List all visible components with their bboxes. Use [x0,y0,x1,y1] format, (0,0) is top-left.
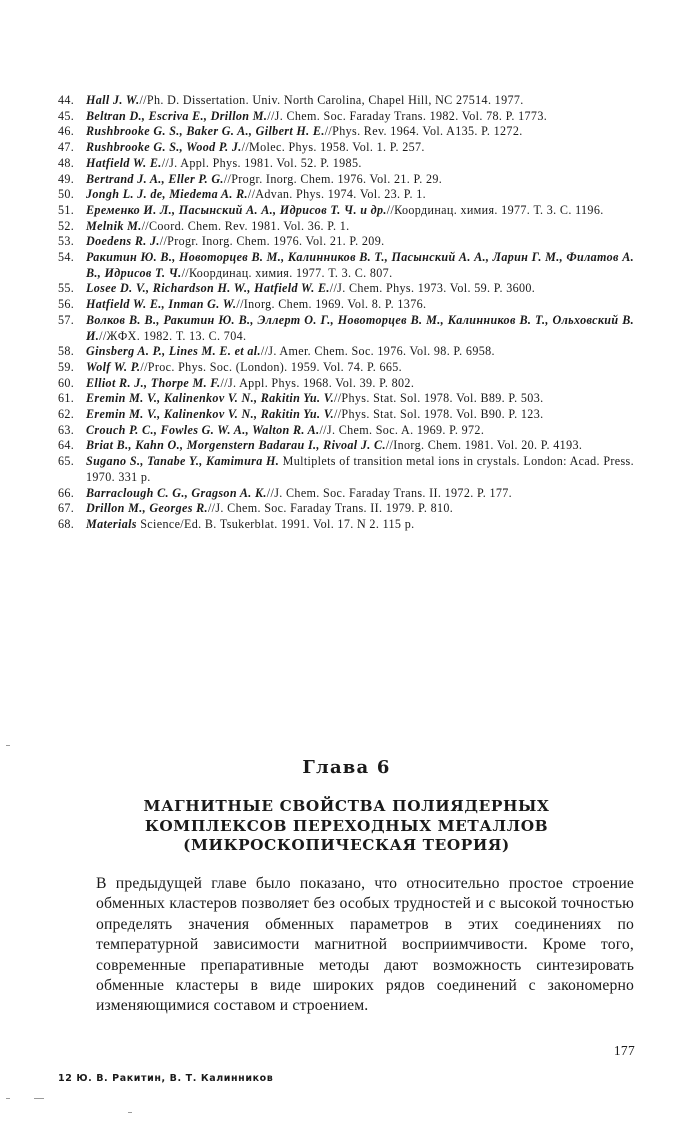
reference-source: //Phys. Rev. 1964. Vol. A135. P. 1272. [324,124,523,139]
reference-authors: Melnik M. [86,218,142,233]
reference-authors: Волков В. В., Ракитин Ю. В., Эллерт О. Г., Новоторцев В. М., Калинников В. Т., Ольховский В. И. [86,312,634,343]
reference-text [86,250,634,281]
reference-text [86,423,634,439]
reference-item [58,438,634,454]
reference-item [58,124,634,140]
reference-authors: Briat B., Kahn O., Morgenstern Badarau I., Rivoal J. C. [86,438,386,453]
reference-text [86,313,634,344]
reference-source: //Inorg. Chem. 1969. Vol. 8. P. 1376. [236,297,427,312]
reference-number: 50. [58,187,75,202]
reference-source: //J. Chem. Soc. A. 1969. P. 972. [319,422,485,437]
reference-text [86,219,634,235]
reference-item [58,156,634,172]
reference-source: //J. Chem. Soc. Faraday Trans. II. 1972. P. 177. [266,485,513,500]
reference-list [58,93,634,533]
reference-item [58,297,634,313]
reference-number: 61. [58,391,75,406]
reference-source: //Progr. Inorg. Chem. 1976. Vol. 21. P. 29. [223,171,443,186]
reference-text [86,438,634,454]
body-paragraph [58,874,634,1017]
reference-authors: Ракитин Ю. В., Новоторцев В. М., Калинников В. Т., Пасынский А. А., Ларин Г. М., Филатов А. В., Идрисов Т. Ч. [86,250,634,280]
reference-authors: Hall J. W. [86,93,140,107]
reference-item [58,234,634,250]
reference-text [86,376,634,392]
reference-authors: Crouch P. C., Fowles G. W. A., Walton R. A. [86,422,320,437]
chapter-title-line: (МИКРОСКОПИЧЕСКАЯ ТЕОРИЯ) [183,836,510,854]
reference-authors: Beltran D., Escriva E., Drillon M. [86,108,268,123]
reference-text [86,407,634,423]
chapter-number: Глава 6 [302,757,391,778]
reference-authors: Sugano S., Tanabe Y., Kamimura H. [86,454,280,469]
reference-number: 58. [58,344,75,359]
reference-item [58,501,634,517]
reference-source: //J. Appl. Phys. 1968. Vol. 39. P. 802. [220,375,415,390]
reference-number: 67. [58,501,75,516]
page-number: 177 [613,1043,635,1058]
reference-source: //Phys. Stat. Sol. 1978. Vol. B89. P. 503. [333,391,544,406]
body-paragraph-text: В предыдущей главе было показано, что относительно простое строение обменных кластеров позволяет без особых трудностей и с высокой точностью определять значения обменных параметров в этих соединениях по температурной зависимости магнитной восприимчивости. Кроме того, современные препаративные методы дают возможность синтезировать обменные кластеры в виде широких рядов соединений с закономерно изменяющимися составом и строением. [96,875,634,1015]
reference-item [58,93,634,109]
reference-number: 51. [58,202,75,217]
reference-text [86,517,634,533]
reference-number: 65. [58,454,75,469]
reference-number: 49. [58,171,75,186]
chapter-title-line: КОМПЛЕКСОВ ПЕРЕХОДНЫХ МЕТАЛЛОВ [144,816,549,835]
reference-authors: Еременко И. Л., Пасынский А. А., Идрисов Т. Ч. и др. [86,202,387,217]
reference-number: 59. [58,359,75,374]
reference-number: 44. [58,93,75,107]
reference-item [58,109,634,125]
reference-text [86,281,634,297]
reference-source: //Координац. химия. 1977. Т. 3. С. 1196. [386,202,604,217]
scan-mark [34,1098,44,1099]
reference-source: //Phys. Stat. Sol. 1978. Vol. B90. P. 123. [333,407,544,422]
reference-number: 66. [58,485,75,500]
reference-item [58,423,634,439]
reference-item [58,376,634,392]
reference-text [86,172,634,188]
reference-text [86,140,634,156]
reference-number: 56. [58,297,75,312]
reference-item [58,219,634,235]
reference-item [58,140,634,156]
reference-text [86,156,634,172]
reference-authors: Bertrand J. A., Eller P. G. [86,171,224,186]
reference-number: 62. [58,407,75,422]
reference-authors: Doedens R. J. [86,234,160,249]
reference-source: Multiplets of transition metal ions in crystals. London: Acad. Press. 1970. 331 p. [86,454,634,484]
reference-number: 52. [58,218,75,233]
reference-authors: Materials [86,516,137,531]
reference-number: 60. [58,375,75,390]
reference-number: 55. [58,281,75,296]
reference-item [58,344,634,360]
reference-text [86,234,634,250]
reference-number: 45. [58,108,75,123]
reference-text [86,454,634,485]
reference-authors: Losee D. V., Richardson H. W., Hatfield W. E. [86,281,330,296]
reference-item [58,250,634,281]
reference-authors: Eremin M. V., Kalinenkov V. N., Rakitin Yu. V. [86,407,334,422]
reference-number: 54. [58,250,75,265]
reference-source: //J. Chem. Soc. Faraday Trans. 1982. Vol. 78. P. 1773. [267,108,548,123]
reference-source: //J. Chem. Phys. 1973. Vol. 59. P. 3600. [329,281,536,296]
reference-text [86,124,634,140]
reference-authors: Hatfield W. E. [86,155,162,170]
reference-source: //Inorg. Chem. 1981. Vol. 20. P. 4193. [385,438,583,453]
reference-number: 48. [58,155,75,170]
reference-source: //Proc. Phys. Soc. (London). 1959. Vol. 74. P. 665. [140,359,403,374]
reference-number: 53. [58,234,75,249]
reference-authors: Barraclough C. G., Gragson A. K. [86,485,267,500]
reference-source: //Molec. Phys. 1958. Vol. 1. P. 257. [241,140,425,155]
reference-source: //J. Appl. Phys. 1981. Vol. 52. P. 1985. [161,155,362,170]
reference-item [58,203,634,219]
reference-text [86,297,634,313]
reference-item [58,454,634,485]
reference-source: //Coord. Chem. Rev. 1981. Vol. 36. P. 1. [141,218,350,233]
reference-source: Science/Ed. B. Tsukerblat. 1991. Vol. 17. N 2. 115 p. [136,516,415,531]
reference-text [86,203,634,219]
reference-text [86,501,634,517]
reference-source: //Ph. D. Dissertation. Univ. North Carolina, Chapel Hill, NC 27514. 1977. [139,93,524,107]
reference-item [58,360,634,376]
chapter-title [120,797,573,856]
reference-authors: Elliot R. J., Thorpe M. F. [86,375,221,390]
reference-text [86,109,634,125]
reference-item [58,486,634,502]
reference-authors: Wolf W. P. [86,359,141,374]
reference-source: //Advan. Phys. 1974. Vol. 23. P. 1. [247,187,427,202]
chapter-title-line: МАГНИТНЫЕ СВОЙСТВА ПОЛИЯДЕРНЫХ [143,797,550,815]
reference-number: 47. [58,140,75,155]
reference-item [58,172,634,188]
reference-authors: Rushbrooke G. S., Wood P. J. [86,140,242,155]
reference-number: 63. [58,422,75,437]
scan-mark [6,745,10,746]
reference-authors: Eremin M. V., Kalinenkov V. N., Rakitin Yu. V. [86,391,334,406]
reference-authors: Jongh L. J. de, Miedema A. R. [86,187,248,202]
reference-authors: Rushbrooke G. S., Baker G. A., Gilbert H. E. [86,124,325,139]
reference-source: //J. Chem. Soc. Faraday Trans. II. 1979. P. 810. [207,501,454,516]
reference-authors: Hatfield W. E., Inman G. W. [86,297,237,312]
reference-source: //ЖФХ. 1982. Т. 13. С. 704. [99,328,247,343]
reference-number: 57. [58,312,75,327]
reference-item [58,517,634,533]
reference-item [58,281,634,297]
reference-item [58,313,634,344]
scan-mark [128,1112,132,1113]
reference-item [58,391,634,407]
reference-text [86,344,634,360]
reference-text [86,93,634,109]
reference-item [58,407,634,423]
reference-text [86,360,634,376]
reference-text [86,486,634,502]
reference-text [86,391,634,407]
reference-number: 68. [58,516,75,531]
reference-number: 46. [58,124,75,139]
reference-source: //Координац. химия. 1977. Т. 3. С. 807. [181,265,393,280]
reference-authors: Ginsberg A. P., Lines M. E. et al. [86,344,261,359]
reference-text [86,187,634,203]
reference-number: 64. [58,438,75,453]
reference-authors: Drillon M., Georges R. [86,501,208,516]
reference-item [58,187,634,203]
reference-source: //Progr. Inorg. Chem. 1976. Vol. 21. P. 209. [159,234,385,249]
printer-signature: 12 Ю. В. Ракитин, В. Т. Калинников [58,1073,274,1084]
scan-mark [6,1098,10,1099]
reference-source: //J. Amer. Chem. Soc. 1976. Vol. 98. P. 6958. [260,344,495,359]
